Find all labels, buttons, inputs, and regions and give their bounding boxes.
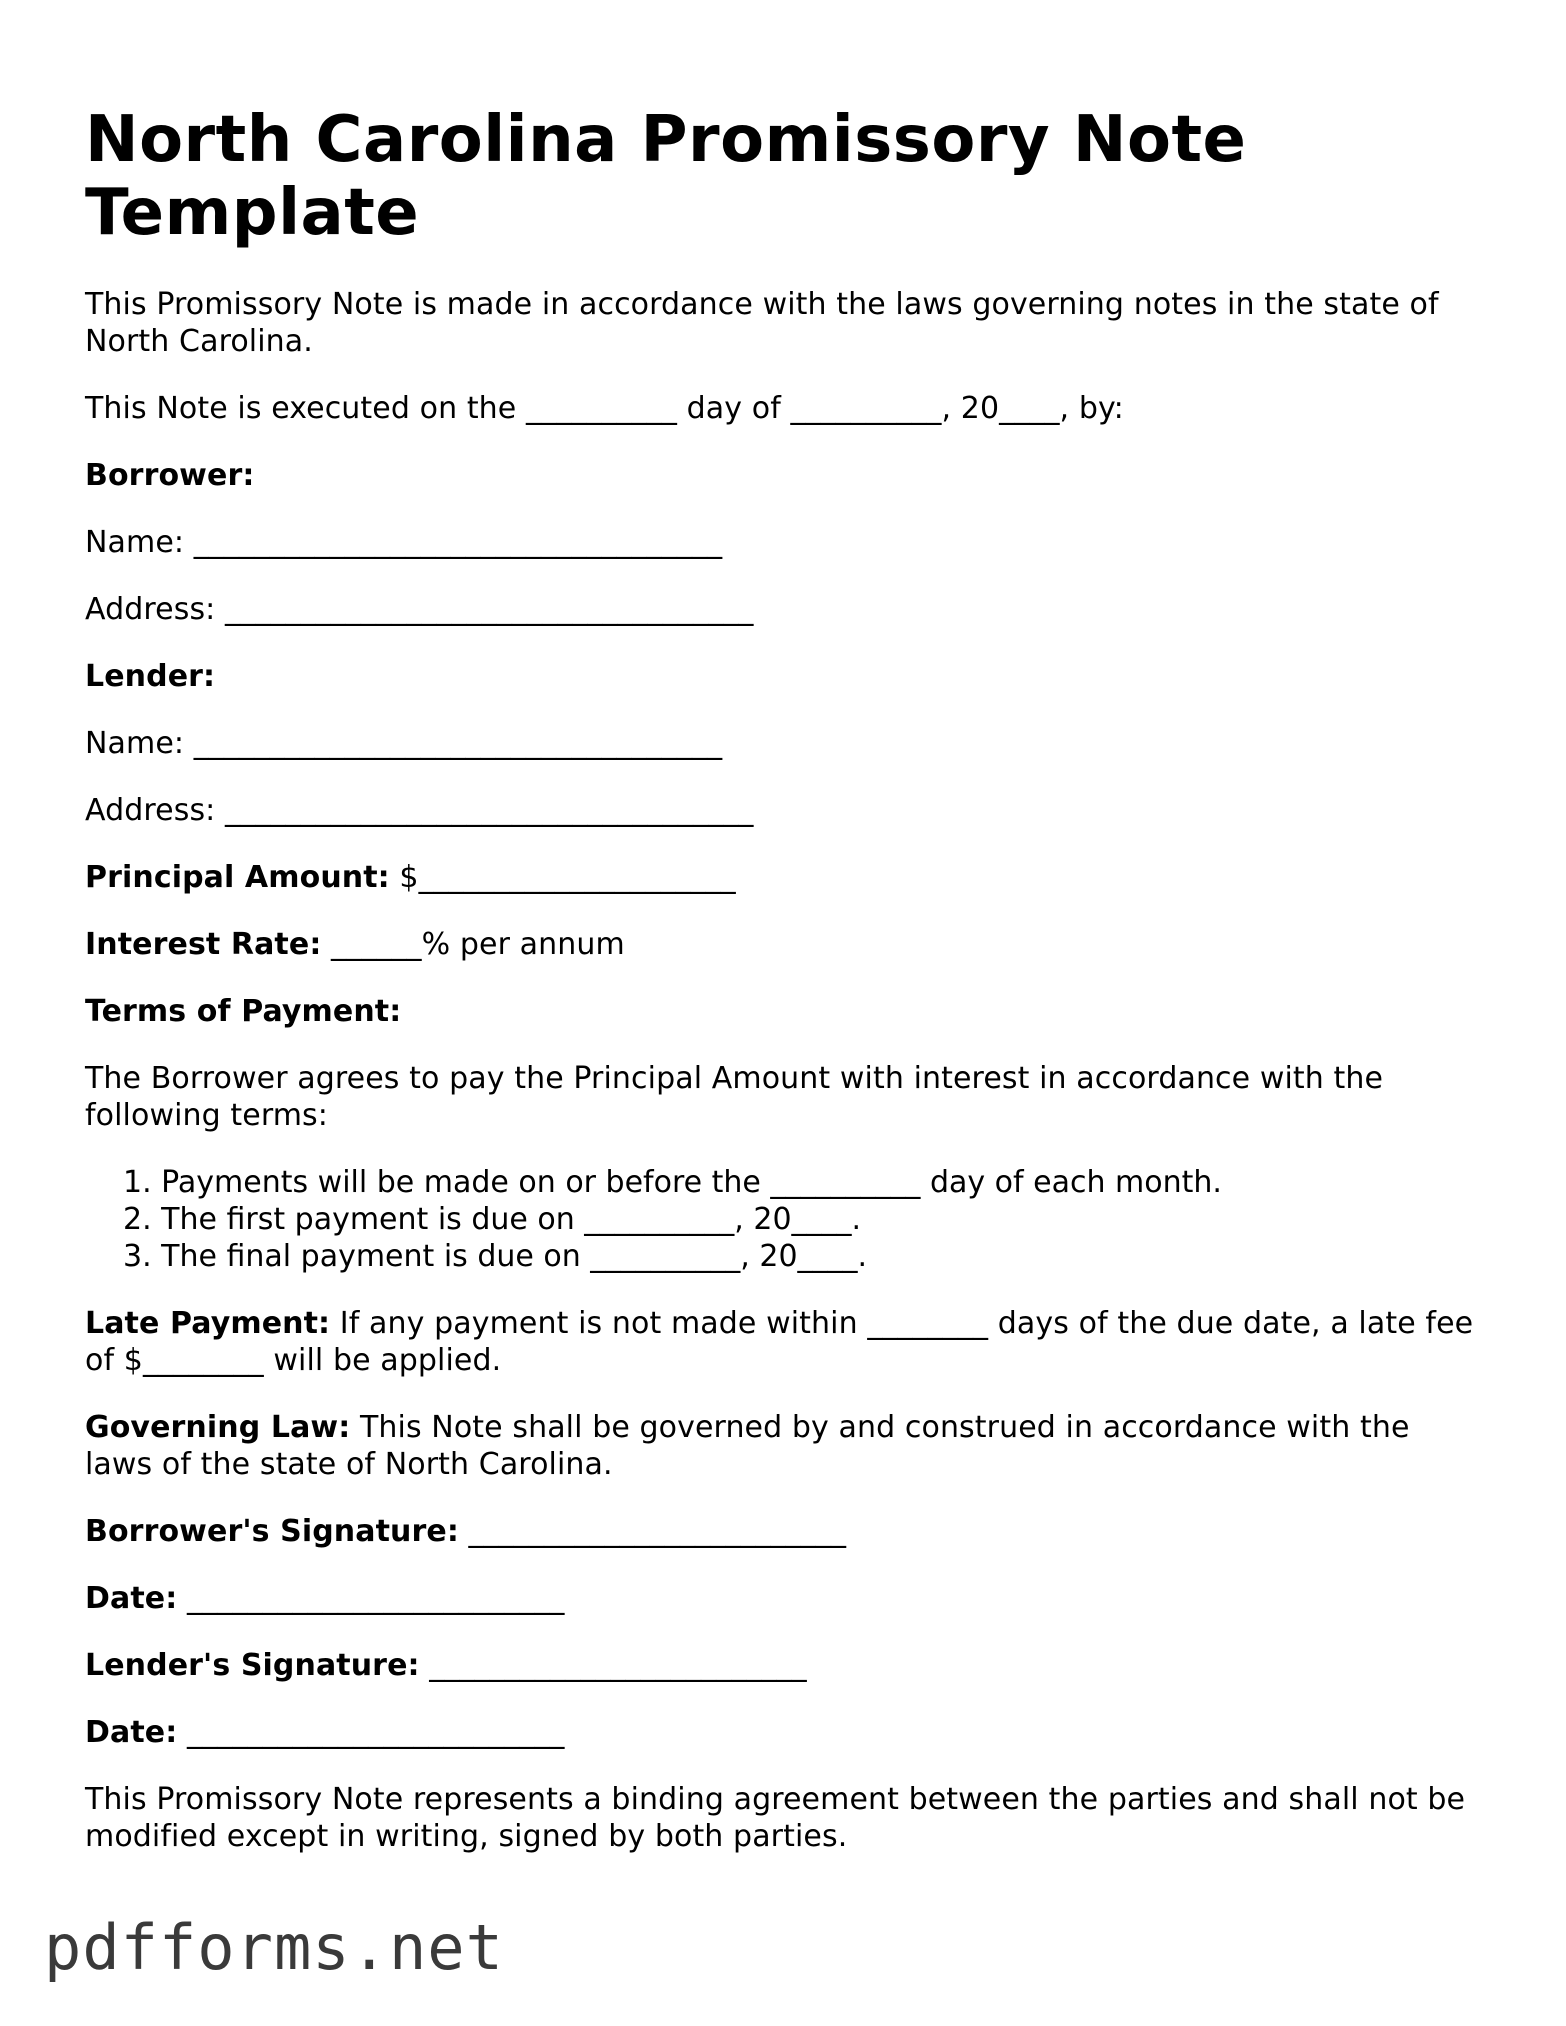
late-payment-label: Late Payment: <box>85 1306 331 1341</box>
principal-amount-field[interactable]: $_____________________ <box>389 860 736 895</box>
lender-signature-line <box>85 1647 1485 1684</box>
interest-rate-field[interactable]: ______% per annum <box>321 927 625 962</box>
lender-address-field[interactable]: Address: ___________________________________ <box>85 793 754 828</box>
document-page <box>85 104 1485 1855</box>
terms-paragraph: The Borrower agrees to pay the Principal Amount with interest in accordance with the following terms: <box>85 1061 1393 1133</box>
lender-signature-field[interactable]: _________________________ <box>419 1648 807 1683</box>
terms-heading: Terms of Payment: <box>85 994 402 1029</box>
principal-amount-line <box>85 859 1485 896</box>
late-payment-paragraph <box>85 1305 1485 1379</box>
borrower-heading: Borrower: <box>85 458 255 493</box>
lender-date-line <box>85 1714 1485 1751</box>
governing-law-text: This Note shall be governed by and construed in accordance with the laws of the state of North Carolina. <box>85 1410 1420 1482</box>
borrower-signature-field[interactable]: _________________________ <box>458 1514 847 1549</box>
terms-list <box>85 1164 1485 1275</box>
interest-rate-label: Interest Rate: <box>85 927 322 962</box>
borrower-address-field[interactable]: Address: ___________________________________ <box>85 592 754 627</box>
borrower-signature-line <box>85 1513 1485 1550</box>
governing-law-paragraph <box>85 1409 1485 1483</box>
lender-name-field[interactable]: Name: ___________________________________ <box>85 726 723 761</box>
lender-date-label: Date: <box>85 1715 178 1750</box>
governing-law-label: Governing Law: <box>85 1410 351 1445</box>
executed-line: This Note is executed on the __________ day of __________, 20____, by: <box>85 391 1124 426</box>
list-item: 2. The first payment is due on __________, 20____. <box>123 1202 862 1237</box>
borrower-name-field[interactable]: Name: ___________________________________ <box>85 525 723 560</box>
borrower-signature-label: Borrower's Signature: <box>85 1514 459 1549</box>
document-title: North Carolina Promissory Note Template <box>85 103 1247 250</box>
list-item: 3. The final payment is due on __________, 20____. <box>123 1239 868 1274</box>
lender-signature-label: Lender's Signature: <box>85 1648 420 1683</box>
lender-date-field[interactable]: _________________________ <box>177 1715 565 1750</box>
interest-rate-line <box>85 926 1485 963</box>
lender-heading: Lender: <box>85 659 216 694</box>
principal-amount-label: Principal Amount: <box>85 860 390 895</box>
watermark-logo: pdfforms.net <box>44 1911 504 1984</box>
borrower-date-field[interactable]: _________________________ <box>177 1581 565 1616</box>
list-item: 1. Payments will be made on or before the __________ day of each month. <box>123 1165 1222 1200</box>
borrower-date-line <box>85 1580 1485 1617</box>
borrower-date-label: Date: <box>85 1581 178 1616</box>
late-payment-text: If any payment is not made within ________ days of the due date, a late fee of $________ will be applied. <box>85 1306 1483 1378</box>
intro-paragraph: This Promissory Note is made in accordance with the laws governing notes in the state of North Carolina. <box>85 287 1449 359</box>
closing-paragraph: This Promissory Note represents a binding agreement between the parties and shall not be modified except in writing, signed by both parties. <box>85 1782 1475 1854</box>
